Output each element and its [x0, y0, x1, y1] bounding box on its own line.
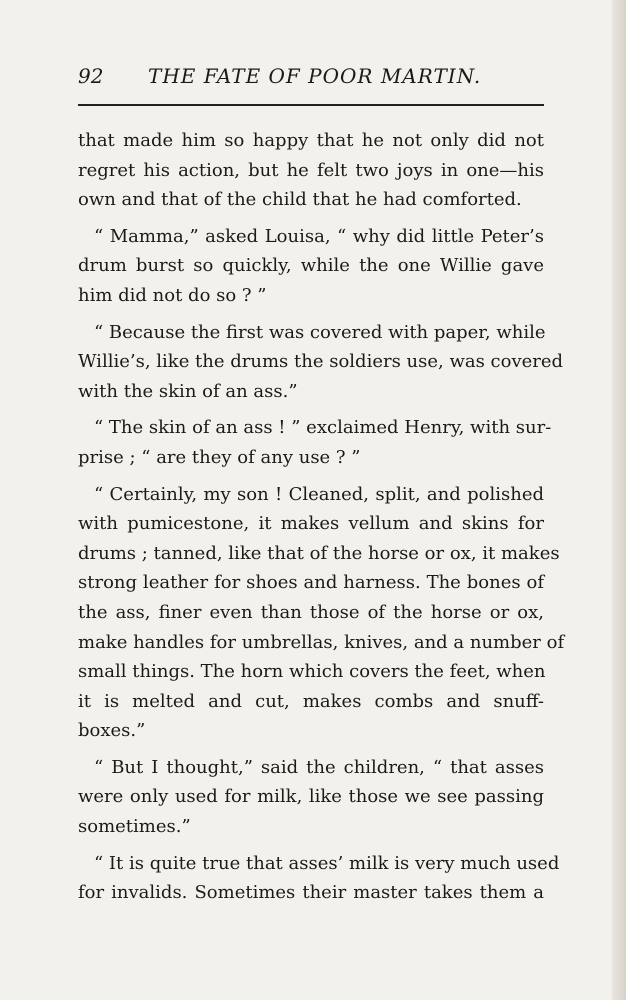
page-number: 92: [78, 64, 104, 88]
text-line: drums ; tanned, like that of the horse or ox, it makes: [78, 542, 560, 564]
text-line: with pumicestone, it makes vellum and skins for: [78, 513, 544, 535]
text-line: that made him so happy that he not only did not: [78, 130, 544, 151]
text-line: strong leather for shoes and harness. The bones of: [78, 572, 544, 594]
text-line: make handles for umbrellas, knives, and a number of: [78, 631, 565, 653]
text-line: drum burst so quickly, while the one Willie gave: [78, 255, 544, 277]
text-line: with the skin of an ass.”: [78, 380, 298, 402]
text-line: own and that of the child that he had comforted.: [78, 189, 522, 211]
page-edge: [612, 0, 626, 1000]
text-line: “ Certainly, my son ! Cleaned, split, and polished: [94, 483, 544, 505]
text-line: “ The skin of an ass ! ” exclaimed Henry, with sur-: [94, 417, 552, 439]
text-line: “ Mamma,” asked Louisa, “ why did little Peter’s: [94, 225, 544, 247]
text-line: “ It is quite true that asses’ milk is very much used: [94, 852, 560, 874]
text-line: prise ; “ are they of any use ? ”: [78, 446, 361, 468]
text-line: the ass, finer even than those of the horse or ox,: [78, 601, 544, 623]
body-text: [78, 126, 565, 908]
text-line: “ Because the first was covered with paper, while: [94, 321, 546, 343]
text-line: “ But I thought,” said the children, “ that asses: [94, 756, 544, 778]
text-line: boxes.”: [78, 720, 146, 742]
running-title: THE FATE OF POOR MARTIN.: [148, 64, 482, 88]
text-line: regret his action, but he felt two joys in one—his: [78, 159, 544, 181]
text-line: him did not do so ? ”: [78, 284, 267, 306]
text-line: for invalids. Sometimes their master takes them a: [78, 882, 544, 904]
text-line: sometimes.”: [78, 816, 191, 838]
header-rule: [78, 104, 544, 106]
text-line: it is melted and cut, makes combs and snuff-: [78, 690, 544, 712]
text-line: were only used for milk, like those we see passing: [78, 786, 544, 808]
page-header: [78, 64, 544, 92]
text-line: small things. The horn which covers the feet, when: [78, 661, 546, 683]
text-line: Willie’s, like the drums the soldiers use, was covered: [78, 351, 564, 373]
